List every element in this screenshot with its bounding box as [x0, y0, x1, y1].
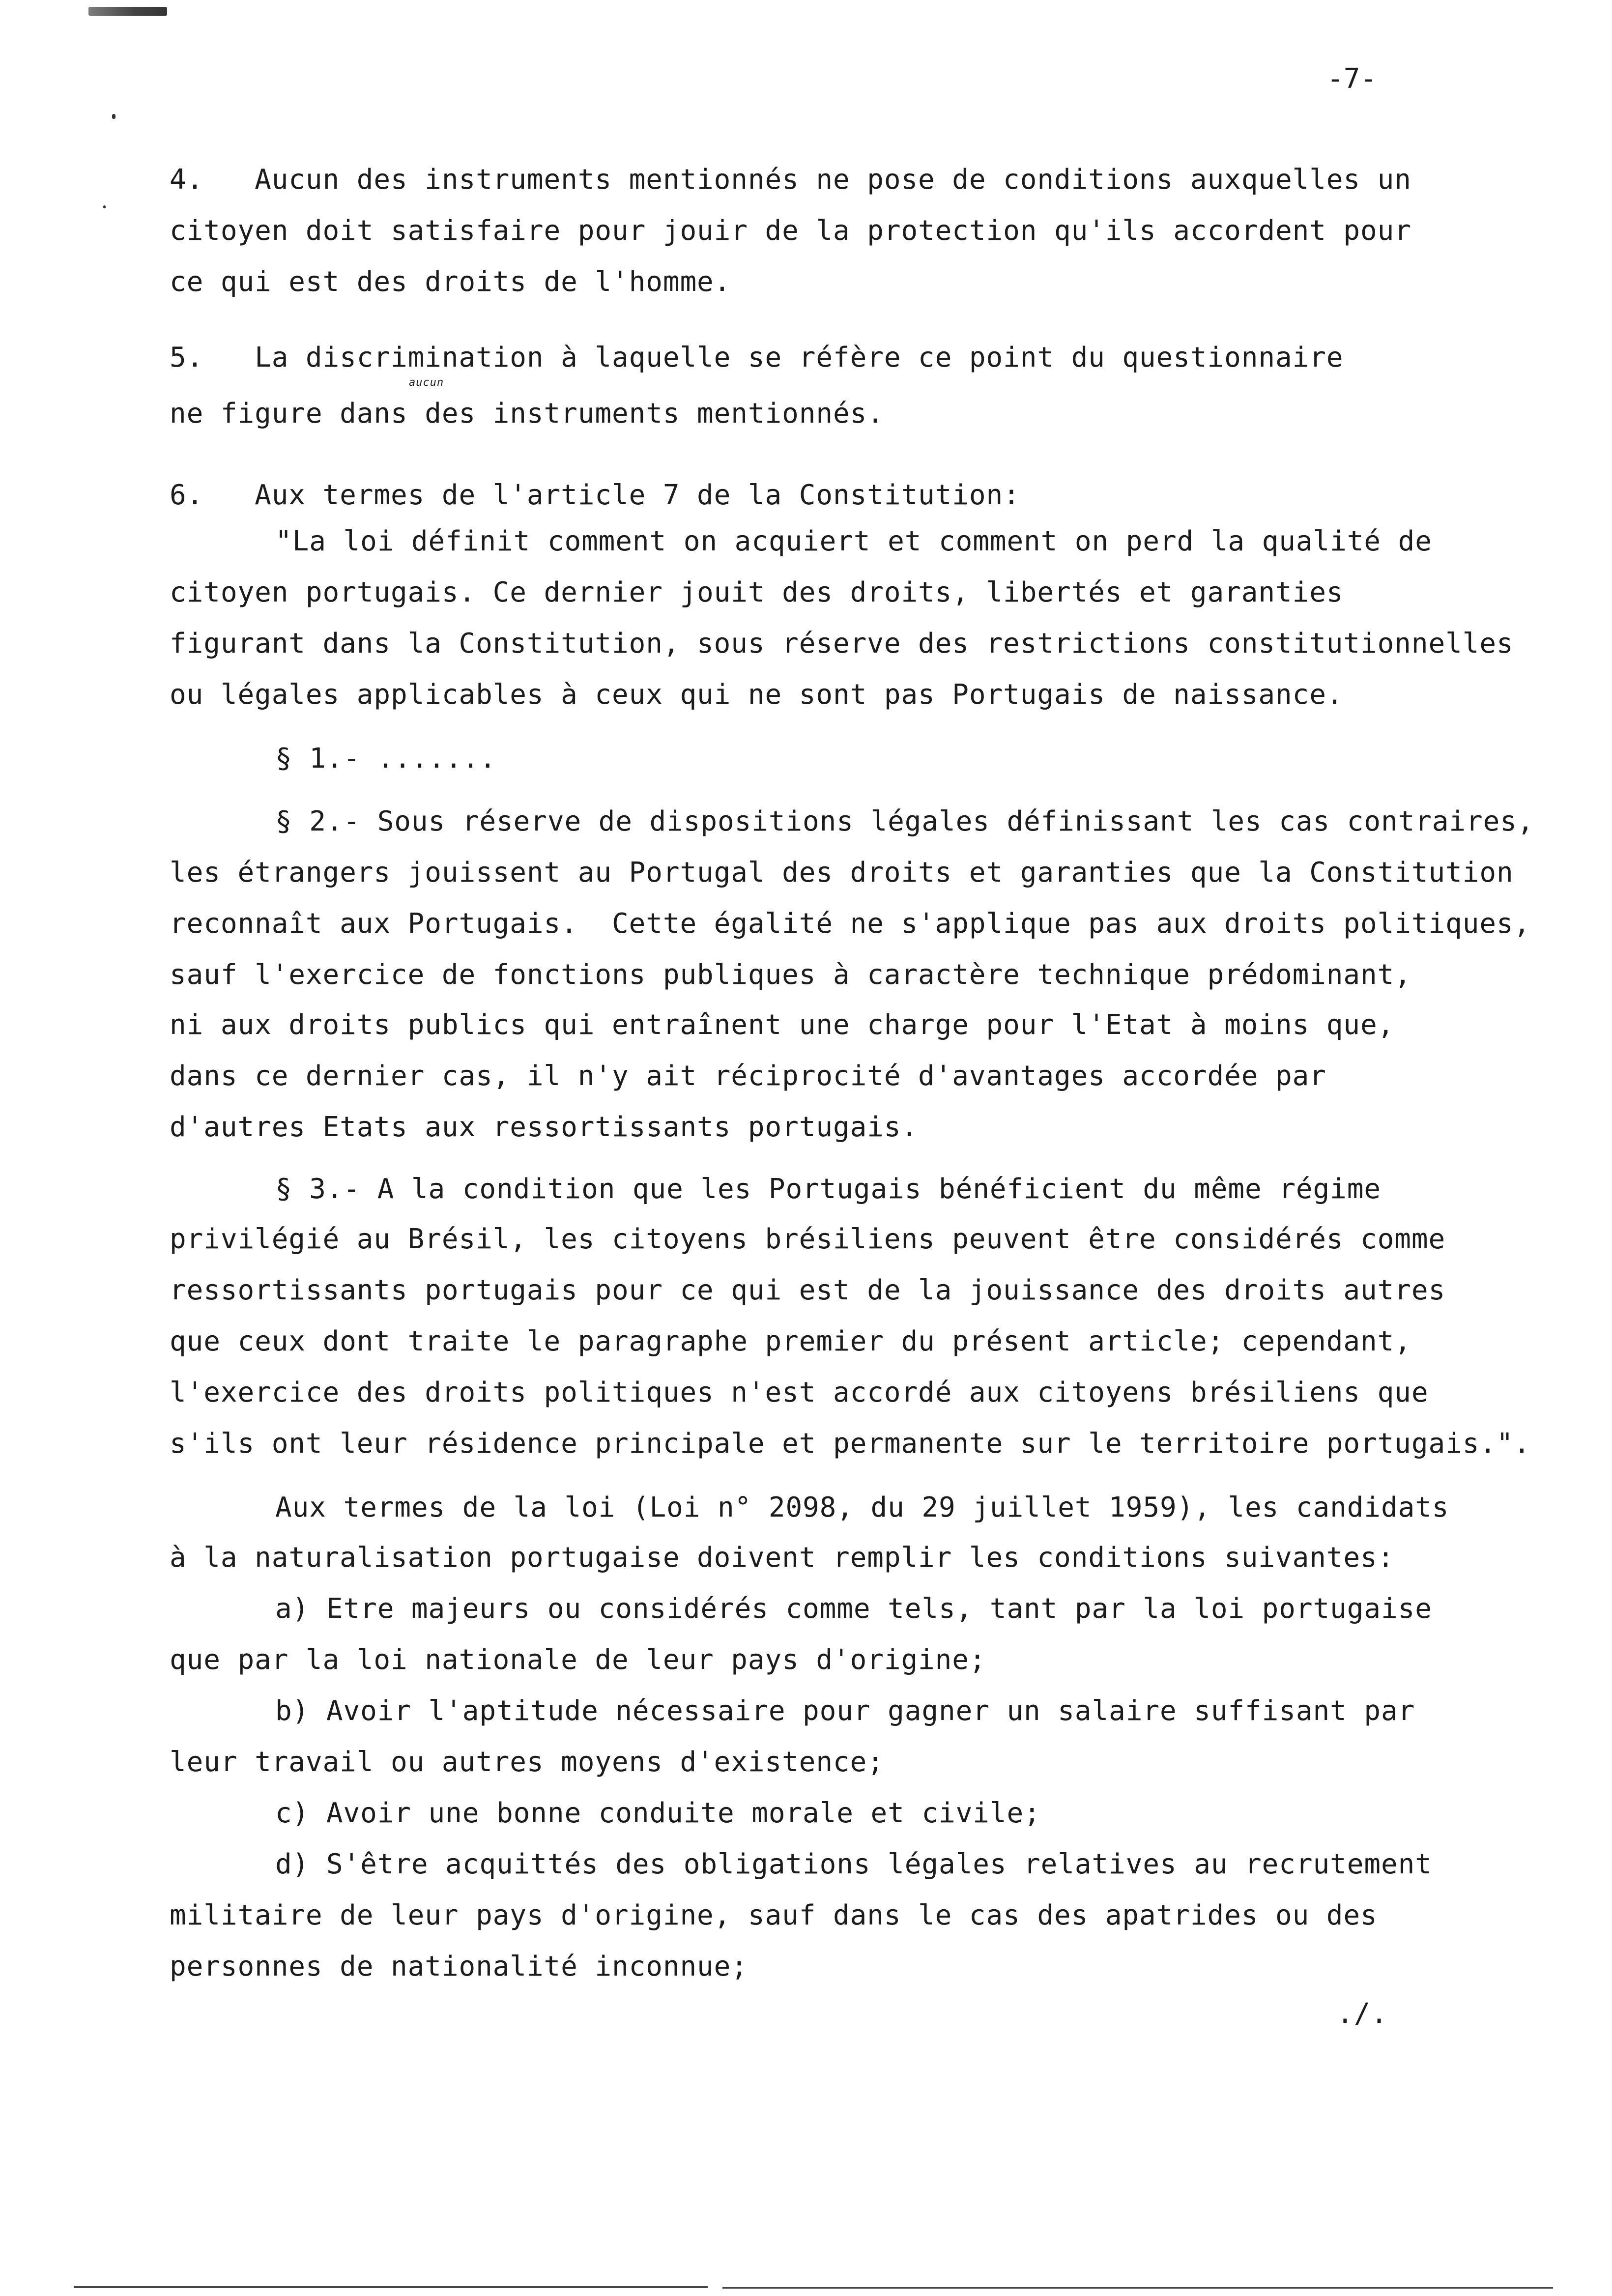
text-line: Aux termes de la loi (Loi n° 2098, du 29 juillet 1959), les candidats — [275, 1492, 1449, 1523]
scan-speck — [103, 205, 106, 208]
text-line: d) S'être acquittés des obligations légales relatives au recrutement — [275, 1848, 1432, 1880]
text-line: § 1.- ....... — [275, 743, 496, 775]
text-line: ce qui est des droits de l'homme. — [170, 266, 731, 298]
text-line: 6. Aux termes de l'article 7 de la Constitution: — [170, 479, 1020, 511]
text-line: s'ils ont leur résidence principale et permanente sur le territoire portugais.". — [170, 1428, 1531, 1460]
text-line: ni aux droits publics qui entraînent une charge pour l'Etat à moins que, — [170, 1009, 1395, 1041]
continuation-mark: ./. — [1337, 1998, 1388, 2030]
text-line: à la naturalisation portugaise doivent remplir les conditions suivantes: — [170, 1542, 1395, 1574]
text-line: citoyen doit satisfaire pour jouir de la protection qu'ils accordent pour — [170, 215, 1411, 247]
text-line: ou légales applicables à ceux qui ne sont pas Portugais de naissance. — [170, 679, 1344, 711]
text-line: l'exercice des droits politiques n'est accordé aux citoyens brésiliens que — [170, 1377, 1429, 1408]
text-line: privilégié au Brésil, les citoyens brésiliens peuvent être considérés comme — [170, 1223, 1446, 1255]
text-line: dans ce dernier cas, il n'y ait réciprocité d'avantages accordée par — [170, 1060, 1326, 1092]
text-line: que ceux dont traite le paragraphe premier du présent article; cependant, — [170, 1325, 1411, 1357]
page-number: -7- — [1327, 63, 1377, 95]
text-line: c) Avoir une bonne conduite morale et civile; — [275, 1797, 1041, 1829]
text-line: reconnaît aux Portugais. Cette égalité ne s'applique pas aux droits politiques, — [170, 908, 1531, 940]
text-line: 5. La discrimination à laquelle se réfère ce point du questionnaire — [170, 342, 1344, 373]
text-line: leur travail ou autres moyens d'existence; — [170, 1746, 884, 1778]
text-line: 4. Aucun des instruments mentionnés ne pose de conditions auxquelles un — [170, 164, 1411, 196]
text-line: figurant dans la Constitution, sous réserve des restrictions constitutionnelles — [170, 628, 1514, 660]
scan-artifact-top — [88, 7, 167, 16]
text-line: d'autres Etats aux ressortissants portugais. — [170, 1111, 919, 1143]
scan-artifact-bottom — [722, 2287, 1553, 2289]
scan-speck — [112, 114, 115, 119]
text-line: a) Etre majeurs ou considérés comme tels, tant par la loi portugaise — [275, 1593, 1432, 1625]
text-line: ne figure dans des instruments mentionnés. — [170, 398, 884, 430]
text-line: b) Avoir l'aptitude nécessaire pour gagner un salaire suffisant par — [275, 1695, 1415, 1727]
text-line: sauf l'exercice de fonctions publiques à caractère technique prédominant, — [170, 959, 1411, 991]
text-line: les étrangers jouissent au Portugal des droits et garanties que la Constitution — [170, 857, 1514, 889]
text-line: militaire de leur pays d'origine, sauf dans le cas des apatrides ou des — [170, 1899, 1378, 1931]
text-line: ressortissants portugais pour ce qui est de la jouissance des droits autres — [170, 1274, 1446, 1306]
text-line: personnes de nationalité inconnue; — [170, 1951, 748, 1982]
text-line: "La loi définit comment on acquiert et comment on perd la qualité de — [275, 525, 1432, 557]
text-line: § 2.- Sous réserve de dispositions légales définissant les cas contraires, — [275, 805, 1534, 837]
scan-artifact-bottom — [74, 2286, 708, 2288]
text-line: § 3.- A la condition que les Portugais bénéficient du même régime — [275, 1173, 1381, 1205]
text-line: que par la loi nationale de leur pays d'origine; — [170, 1644, 986, 1676]
text-line: citoyen portugais. Ce dernier jouit des droits, libertés et garanties — [170, 576, 1344, 608]
handwritten-insert: aucun — [409, 376, 444, 389]
